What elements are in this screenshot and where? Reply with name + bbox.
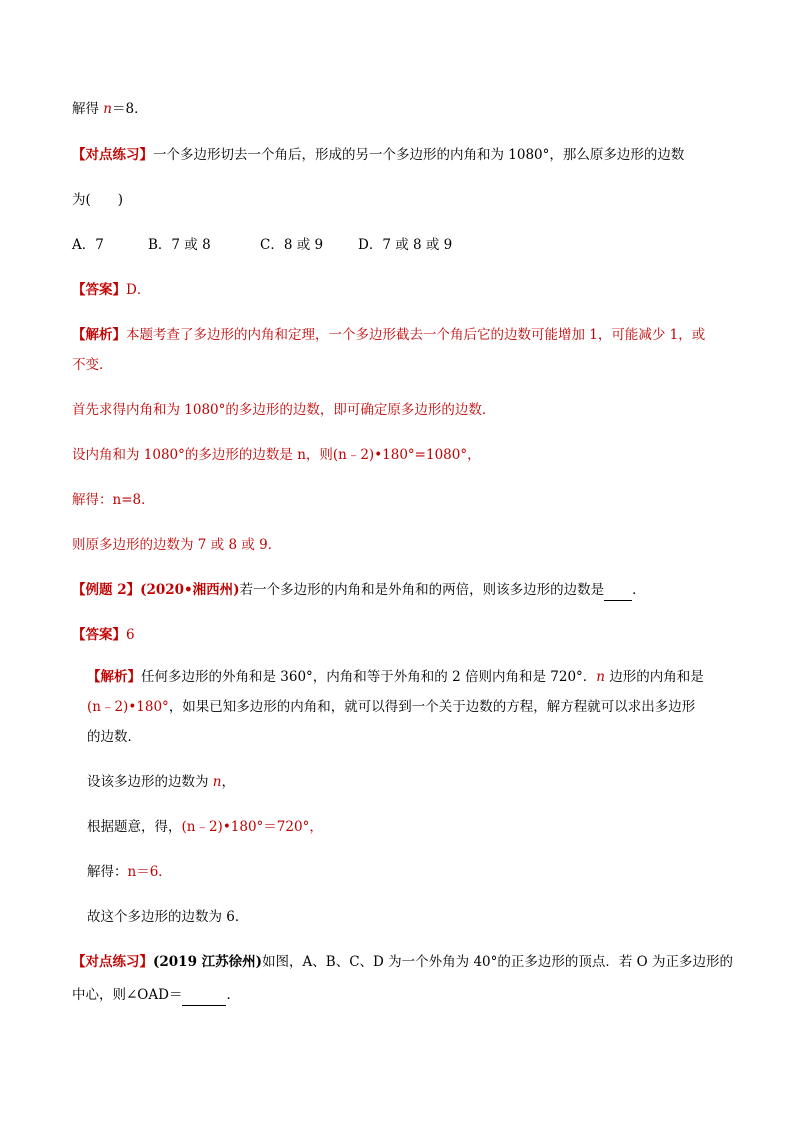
- answer-tag: 【答案】: [72, 627, 126, 643]
- option-b: B．7 或 8: [148, 237, 211, 253]
- solution: n＝6．: [127, 864, 172, 880]
- equation: (n﹣2)•180°＝720°，: [181, 819, 323, 835]
- formula: (n﹣2)•180°: [87, 699, 169, 715]
- analysis-line-3: 首先求得内角和为 1080°的多边形的边数，即可确定原多边形的边数．: [72, 402, 496, 418]
- analysis2-line-1: 【解析】任何多边形的外角和是 360°，内角和等于外角和的 2 倍则内角和是 720°．n 边形的内角和是: [87, 669, 704, 685]
- answer-blank: [604, 580, 632, 601]
- practice-question-1-cont: [72, 190, 123, 210]
- analysis2-line-4: 设该多边形的边数为 n，: [87, 774, 235, 790]
- variable-n: n: [103, 101, 112, 117]
- answer-text: 6: [126, 627, 135, 643]
- example-source: (2020•湘西州): [140, 582, 240, 598]
- option-d: D．7 或 8 或 9: [358, 237, 453, 253]
- example-2-question: 【例题 2】(2020•湘西州)若一个多边形的内角和是外角和的两倍，则该多边形的边数是 ．: [72, 580, 646, 601]
- solution-line-n8: [72, 99, 148, 119]
- option-c: C．8 或 9: [260, 237, 324, 253]
- answer-text: D．: [126, 282, 151, 298]
- variable-n: n: [596, 669, 605, 685]
- practice-question-2: [72, 952, 733, 972]
- analysis-line-4: 设内角和为 1080°的多边形的边数是 n，则(n﹣2)•180°=1080°，: [72, 447, 481, 463]
- analysis-tag: 【解析】: [72, 327, 126, 343]
- answer-blank: [182, 985, 226, 1006]
- analysis-line-6: 则原多边形的边数为 7 或 8 或 9．: [72, 537, 282, 553]
- question-source: (2019 江苏徐州): [153, 954, 263, 970]
- text: ＝8．: [112, 101, 148, 117]
- variable-n: n: [212, 774, 222, 790]
- analysis2-line-5: 根据题意，得，(n﹣2)•180°＝720°，: [87, 819, 323, 835]
- analysis-tag: 【解析】: [87, 669, 141, 685]
- analysis2-line-3: 的边数．: [87, 729, 141, 745]
- practice-question-2-cont: 中心，则∠OAD＝ ．: [72, 985, 240, 1006]
- analysis-line-2: 不变．: [72, 357, 113, 373]
- answer-line-2: [72, 625, 135, 645]
- question-text: 一个多边形切去一个角后，形成的另一个多边形的内角和为 1080°，那么原多边形的边数: [153, 147, 685, 163]
- practice-tag: 【对点练习】: [72, 954, 153, 970]
- analysis2-line-7: 故这个多边形的边数为 6．: [87, 909, 249, 925]
- question-text: 若一个多边形的内角和是外角和的两倍，则该多边形的边数是: [239, 582, 605, 598]
- option-a: A．7: [72, 237, 104, 253]
- analysis2-line-2: (n﹣2)•180°，如果已知多边形的内角和，就可以得到一个关于边数的方程，解方程就可以求出多边形: [87, 699, 696, 715]
- analysis2-line-6: 解得：n＝6．: [87, 864, 172, 880]
- example-tag: 【例题 2】: [72, 582, 141, 598]
- practice-question-1: [72, 145, 684, 165]
- practice-tag: 【对点练习】: [72, 147, 153, 163]
- analysis-line-1: [72, 325, 705, 345]
- text: 解得: [72, 101, 104, 117]
- question-text: 如图，A、B、C、D 为一个外角为 40°的正多边形的顶点．若 O 为正多边形的: [262, 954, 734, 970]
- analysis-text: 本题考查了多边形的内角和定理，一个多边形截去一个角后它的边数可能增加 1，可能减少 1，或: [126, 327, 706, 343]
- analysis-line-5: 解得：n=8．: [72, 492, 155, 508]
- question-text: 为( ): [72, 192, 124, 208]
- answer-line-1: [72, 280, 150, 300]
- answer-tag: 【答案】: [72, 282, 126, 298]
